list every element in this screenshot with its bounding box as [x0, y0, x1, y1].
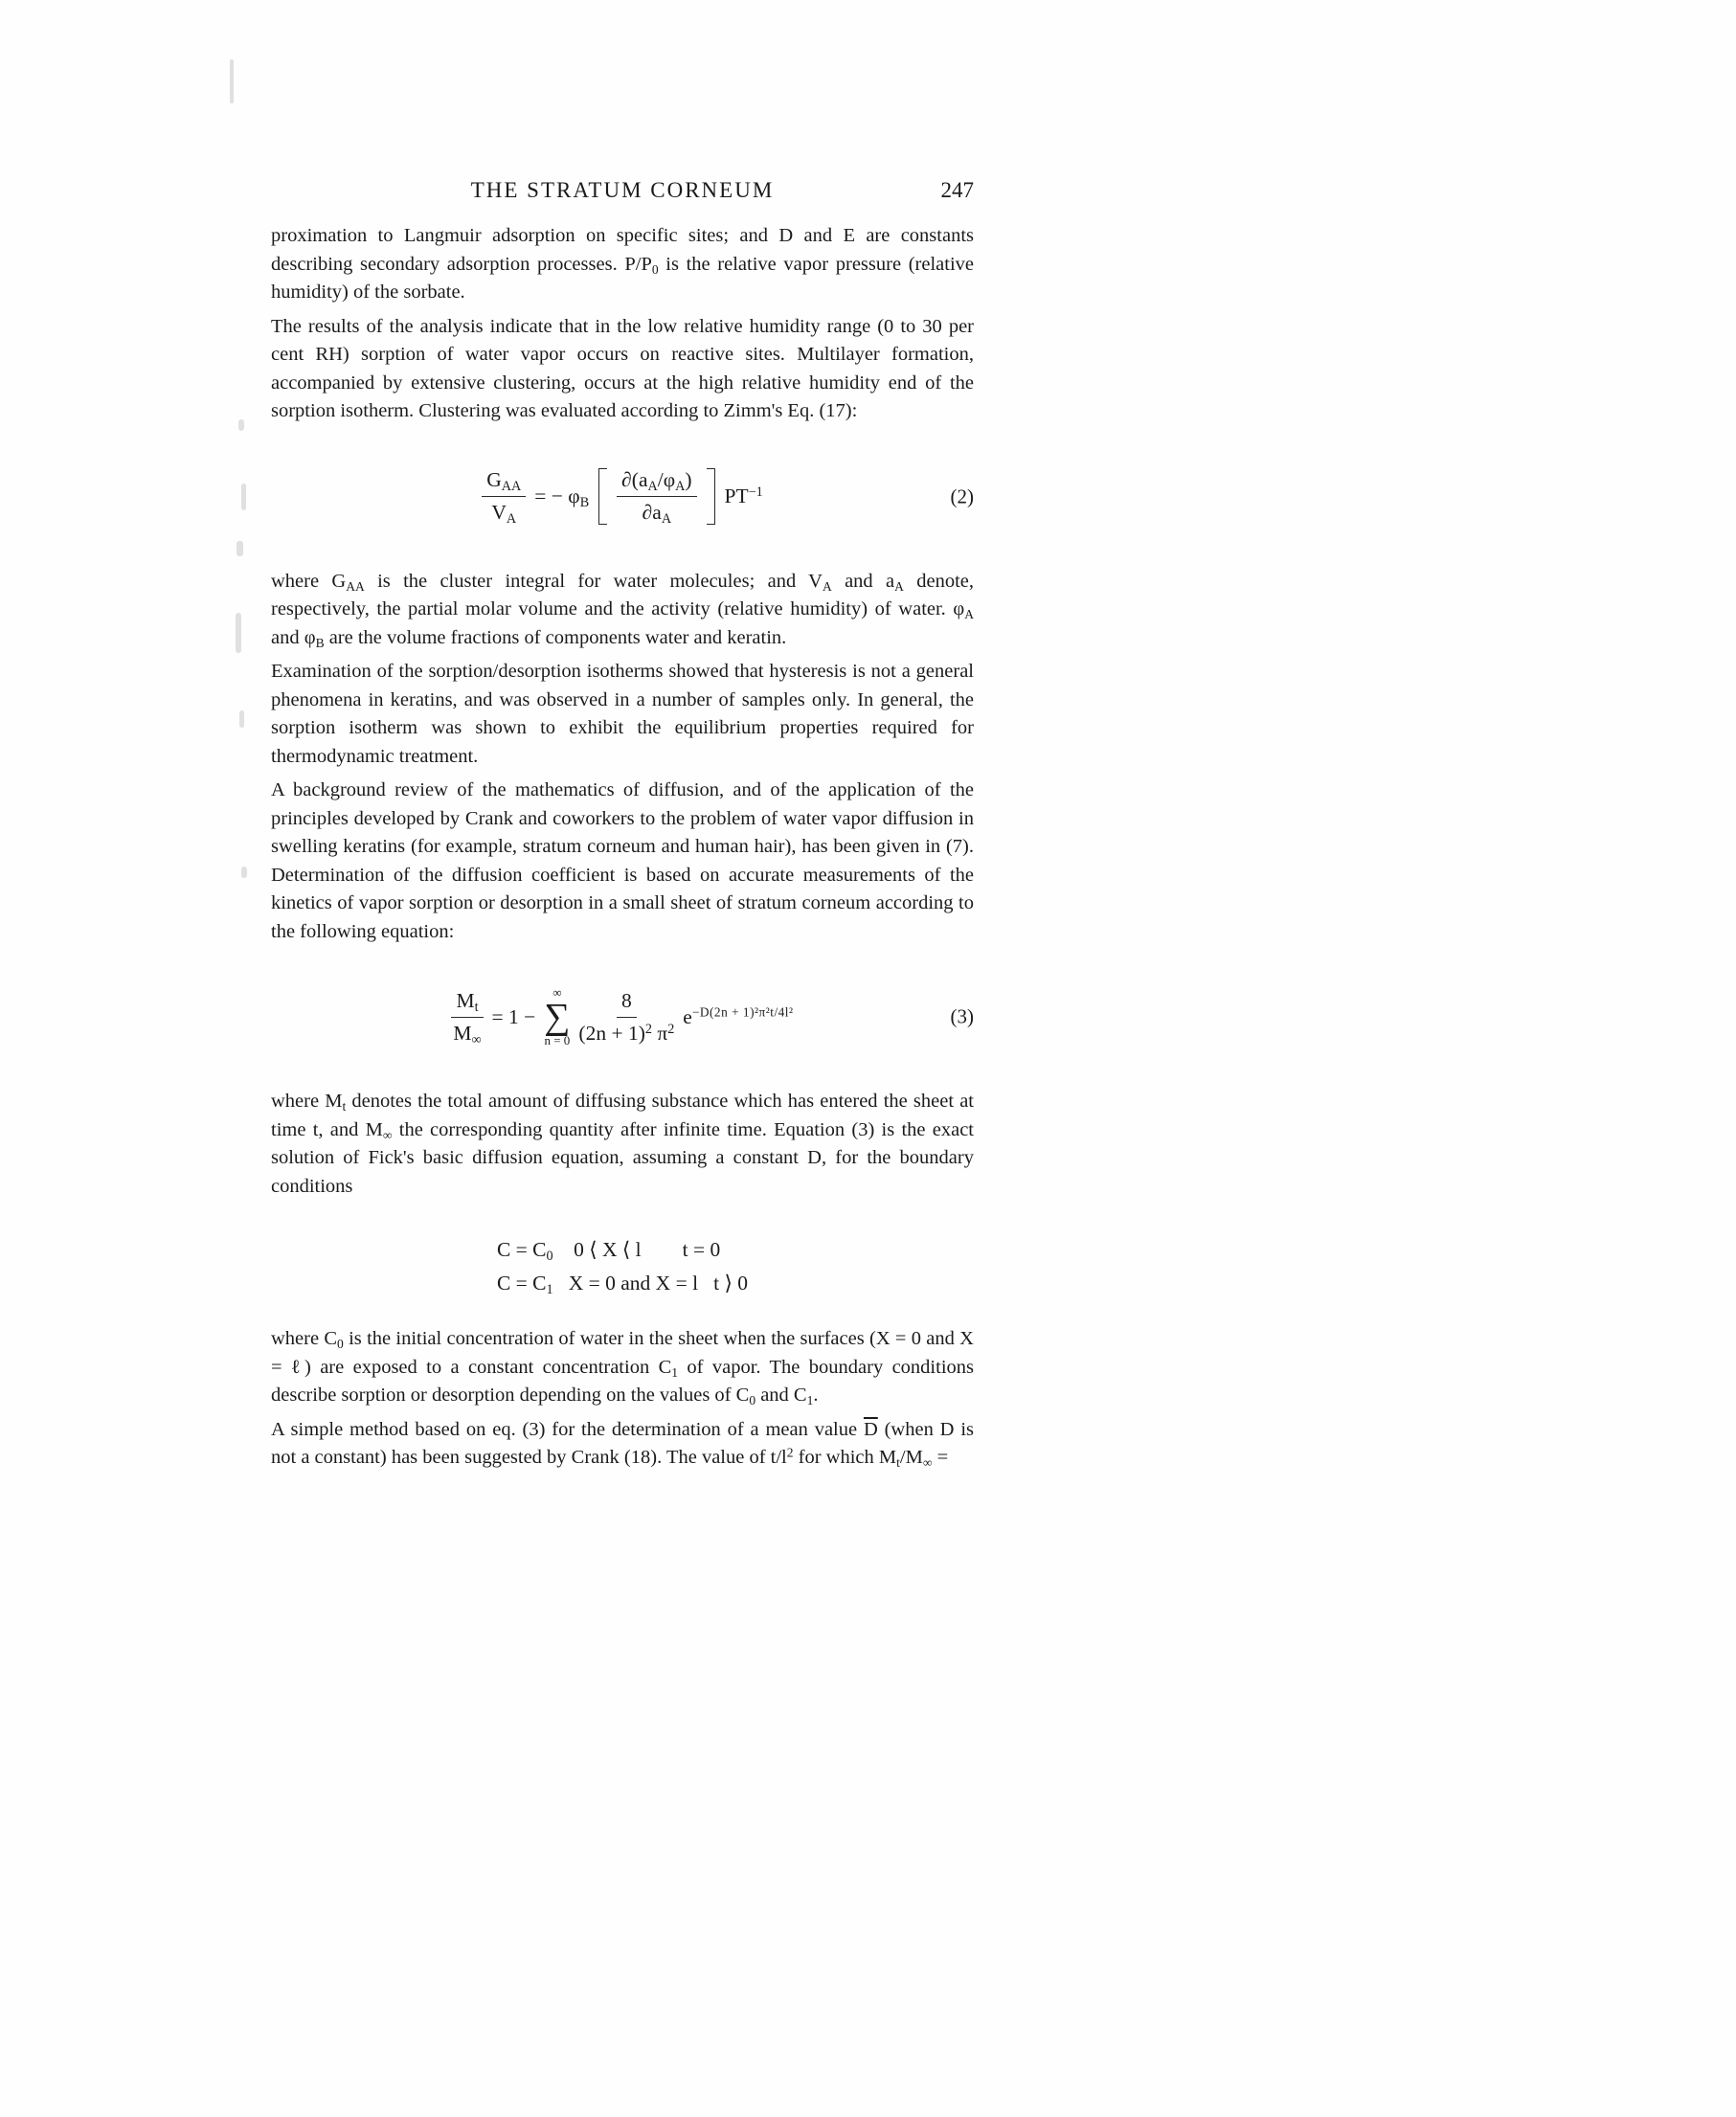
exponential-term: [683, 1005, 793, 1029]
denominator: $(2n + 1)^2$ $\pi^2$: [578, 1021, 675, 1045]
sigma-icon: ∑: [544, 996, 571, 1037]
scan-artifact: [237, 541, 243, 556]
fraction-mt-over-minf: [451, 989, 483, 1046]
text-column: [271, 178, 974, 1473]
equation-3-relation: = 1 −: [491, 1004, 536, 1028]
scan-artifact: [241, 867, 247, 878]
equation-3: [271, 973, 974, 1061]
page-number: 247: [940, 178, 974, 202]
numerator: $G_{AA}$: [482, 468, 526, 497]
boundary-condition-2: $C = C_1$ X = 0 and X = l t ⟩ 0: [496, 1272, 749, 1297]
fraction-series-term: [578, 989, 674, 1046]
sum-lower-limit: n = 0: [544, 1033, 571, 1048]
page-header: [271, 178, 974, 207]
equation-2-body: [482, 468, 763, 525]
paragraph-7: where $C_0$ is the initial concentration of water in the sheet when the surfaces (X = 0 and X = ℓ) are exposed to a constant concentration $C_1$ of vapor. The boundary conditions describe sorption or desorption depending on the values of $C_0$ and $C_1$.: [271, 1328, 974, 1408]
denominator: $\partial a_A$: [642, 501, 672, 527]
running-title: THE STRATUM CORNEUM: [470, 178, 775, 202]
summation-symbol: [544, 986, 570, 1048]
equation-2-tail: $PT^{-1}$: [724, 484, 763, 507]
equation-number-3: (3): [950, 1004, 974, 1028]
scan-artifact: [238, 419, 244, 431]
denominator: $M_\infty$: [453, 1021, 482, 1047]
scan-artifact: [239, 710, 244, 728]
exp-base: e: [683, 1004, 692, 1028]
paragraph-8: A simple method based on eq. (3) for the determination of a mean value $\overline{D}$ (when D is not a constant) has been suggested by Crank (18). The value of $t/l^2$ for which $M_t/M_\infty$ =: [271, 1418, 975, 1470]
numerator: 8: [617, 989, 637, 1018]
scan-artifact: [236, 613, 241, 653]
equation-3-body: [451, 986, 793, 1048]
fraction-gaa-over-va: [482, 468, 526, 525]
equation-number-2: (2): [950, 484, 974, 507]
paragraph-3: where $G_{AA}$ is the cluster integral for water molecules; and $V_A$ and $a_A$ denote, respectively, the partial molar volume and the activity (relative humidity) of water. $\varphi_A$ and $\varphi_B$ are the volume fractions of components water and keratin.: [271, 570, 974, 650]
paragraph-2: The results of the analysis indicate that in the low relative humidity range (0 to 30 per cent RH) sorption of water vapor occurs on reactive sites. Multilayer formation, accompanied by extensive clustering, occurs at the high relative humidity end of the sorption isotherm. Clustering was evaluated according to Zimm's Eq. (17):: [271, 315, 974, 421]
paragraph-4: Examination of the sorption/desorption isotherms showed that hysteresis is not a general phenomena in keratins, and was observed in a number of samples only. In general, the sorption isotherm was shown to exhibit the equilibrium properties required for thermodynamic treatment.: [271, 661, 974, 767]
scan-artifact: [230, 59, 234, 103]
numerator: $M_t$: [451, 989, 483, 1018]
numerator: $\partial(a_A/\varphi_A)$: [617, 468, 696, 497]
denominator: $V_A$: [491, 501, 517, 527]
sum-upper-limit: ∞: [552, 984, 562, 1000]
scan-artifact: [241, 484, 246, 510]
boundary-conditions: [271, 1233, 974, 1300]
paragraph-6: where $M_t$ denotes the total amount of diffusing substance which has entered the sheet at time t, and $M_\infty$ the corresponding quantity after infinite time. Equation (3) is the exact solution of Fick's basic diffusion equation, assuming a constant D, for the boundary conditions: [271, 1091, 974, 1197]
left-bracket: [598, 468, 607, 525]
exponent: −D(2n + 1)²π²t/4l²: [691, 1004, 794, 1020]
equation-2-relation: = − $\varphi_B$: [534, 484, 590, 510]
right-bracket: [707, 468, 715, 525]
paragraph-1: proximation to Langmuir adsorption on specific sites; and D and E are constants describing secondary adsorption processes. $P/P_0$ is the relative vapor pressure (relative humidity) of the sorbate.: [271, 225, 974, 303]
boundary-conditions-block: [497, 1233, 748, 1300]
equation-2: [271, 453, 974, 541]
fraction-partial-derivative: [617, 468, 696, 525]
paragraph-5: A background review of the mathematics of diffusion, and of the application of the principles developed by Crank and coworkers to the problem of water vapor diffusion in swelling keratins (for example, stratum corneum and human hair), has been given in (7). Determination of the diffusion coefficient is based on accurate measurements of the kinetics of vapor sorption or desorption in a small sheet of stratum corneum according to the following equation:: [271, 779, 974, 942]
boundary-condition-1: $C = C_0$ 0 ⟨ X ⟨ l t = 0: [496, 1238, 721, 1264]
